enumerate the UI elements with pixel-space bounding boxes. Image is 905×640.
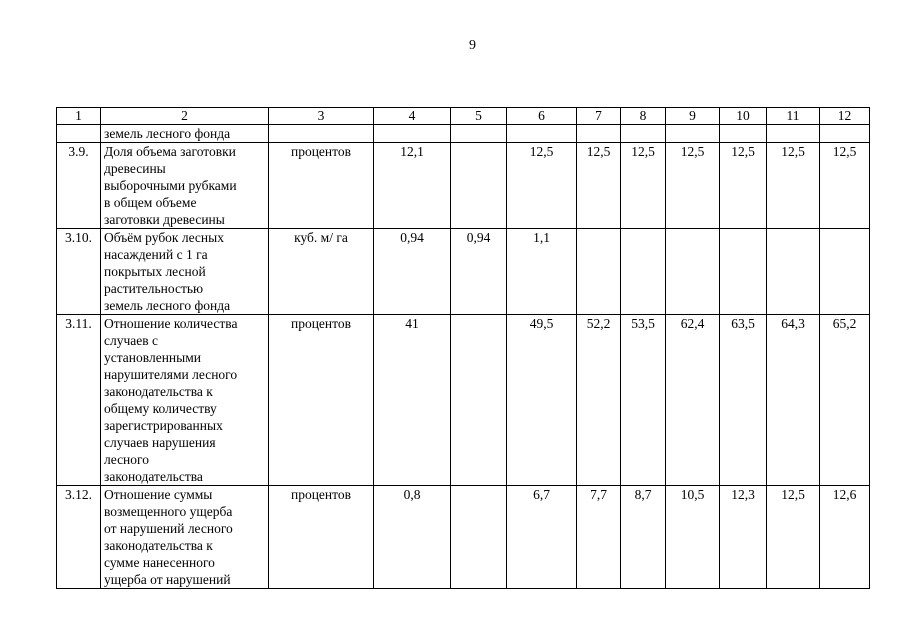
value-cell xyxy=(820,125,870,143)
value-cell xyxy=(621,229,666,315)
value-cell: 12,1 xyxy=(374,143,451,229)
description-line: выборочными рубками xyxy=(104,178,237,193)
column-header: 9 xyxy=(666,108,720,125)
column-header: 6 xyxy=(507,108,577,125)
column-header: 12 xyxy=(820,108,870,125)
row-number: 3.11. xyxy=(57,315,101,486)
unit-of-measure: куб. м/ га xyxy=(269,229,374,315)
description-line: общему количеству xyxy=(104,401,217,416)
value-cell xyxy=(767,125,820,143)
column-header: 11 xyxy=(767,108,820,125)
value-cell xyxy=(577,229,621,315)
column-header: 5 xyxy=(451,108,507,125)
description-line: лесного xyxy=(104,452,149,467)
description-line: возмещенного ущерба xyxy=(104,504,233,519)
description-line: случаев нарушения xyxy=(104,435,216,450)
description-line: случаев с xyxy=(104,333,158,348)
value-cell: 62,4 xyxy=(666,315,720,486)
value-cell: 0,94 xyxy=(451,229,507,315)
value-cell: 12,5 xyxy=(720,143,767,229)
value-cell: 0,94 xyxy=(374,229,451,315)
value-cell xyxy=(820,229,870,315)
indicator-description xyxy=(101,486,269,589)
value-cell: 10,5 xyxy=(666,486,720,589)
unit-of-measure: процентов xyxy=(269,315,374,486)
value-cell: 12,5 xyxy=(507,143,577,229)
value-cell xyxy=(666,229,720,315)
page-number: 9 xyxy=(469,38,476,53)
indicators-table xyxy=(56,107,870,589)
value-cell: 53,5 xyxy=(621,315,666,486)
column-header: 4 xyxy=(374,108,451,125)
indicator-description xyxy=(101,315,269,486)
description-line: земель лесного фонда xyxy=(104,298,231,313)
row-number: 3.12. xyxy=(57,486,101,589)
description-line: законодательства xyxy=(104,469,203,484)
value-cell: 52,2 xyxy=(577,315,621,486)
description-line: установленными xyxy=(104,350,201,365)
description-line: нарушителями лесного xyxy=(104,367,238,382)
description-line: Отношение количества xyxy=(104,316,238,331)
unit-of-measure: процентов xyxy=(269,143,374,229)
table-row xyxy=(57,315,870,486)
value-cell: 12,5 xyxy=(666,143,720,229)
description-line: ущерба от нарушений xyxy=(104,572,231,587)
description-line: законодательства к xyxy=(104,538,213,553)
unit-of-measure: процентов xyxy=(269,486,374,589)
value-cell xyxy=(720,125,767,143)
description-line: Доля объема заготовки xyxy=(104,144,236,159)
value-cell: 7,7 xyxy=(577,486,621,589)
value-cell: 63,5 xyxy=(720,315,767,486)
column-header: 10 xyxy=(720,108,767,125)
column-header: 3 xyxy=(269,108,374,125)
unit-of-measure xyxy=(269,125,374,143)
description-line: законодательства к xyxy=(104,384,213,399)
value-cell xyxy=(451,486,507,589)
description-line: растительностью xyxy=(104,281,204,296)
value-cell xyxy=(451,315,507,486)
value-cell xyxy=(621,125,666,143)
value-cell: 12,5 xyxy=(767,486,820,589)
column-header: 1 xyxy=(57,108,101,125)
value-cell xyxy=(451,143,507,229)
value-cell: 8,7 xyxy=(621,486,666,589)
row-number xyxy=(57,125,101,143)
row-number: 3.10. xyxy=(57,229,101,315)
value-cell: 49,5 xyxy=(507,315,577,486)
description-line: Отношение суммы xyxy=(104,487,213,502)
description-line: зарегистрированных xyxy=(104,418,223,433)
value-cell: 1,1 xyxy=(507,229,577,315)
column-header: 7 xyxy=(577,108,621,125)
description-line: заготовки древесины xyxy=(104,212,225,227)
value-cell: 12,5 xyxy=(621,143,666,229)
table-header-row xyxy=(57,108,870,125)
description-line: от нарушений лесного xyxy=(104,521,233,536)
value-cell xyxy=(507,125,577,143)
description-line: земель лесного фонда xyxy=(104,126,231,141)
description-line: Объём рубок лесных xyxy=(104,230,224,245)
value-cell: 0,8 xyxy=(374,486,451,589)
value-cell xyxy=(577,125,621,143)
value-cell: 65,2 xyxy=(820,315,870,486)
column-header: 2 xyxy=(101,108,269,125)
value-cell: 12,5 xyxy=(767,143,820,229)
value-cell: 41 xyxy=(374,315,451,486)
value-cell xyxy=(767,229,820,315)
value-cell: 12,5 xyxy=(577,143,621,229)
value-cell xyxy=(451,125,507,143)
value-cell: 12,5 xyxy=(820,143,870,229)
table-row xyxy=(57,229,870,315)
description-line: в общем объеме xyxy=(104,195,197,210)
description-line: сумме нанесенного xyxy=(104,555,215,570)
indicator-description xyxy=(101,125,269,143)
indicator-description xyxy=(101,229,269,315)
value-cell: 12,3 xyxy=(720,486,767,589)
table-row xyxy=(57,486,870,589)
description-line: насаждений с 1 га xyxy=(104,247,208,262)
description-line: покрытых лесной xyxy=(104,264,206,279)
value-cell xyxy=(720,229,767,315)
description-line: древесины xyxy=(104,161,166,176)
value-cell: 64,3 xyxy=(767,315,820,486)
table-row xyxy=(57,125,870,143)
column-header: 8 xyxy=(621,108,666,125)
row-number: 3.9. xyxy=(57,143,101,229)
value-cell: 12,6 xyxy=(820,486,870,589)
value-cell: 6,7 xyxy=(507,486,577,589)
indicator-description xyxy=(101,143,269,229)
value-cell xyxy=(374,125,451,143)
table-row xyxy=(57,143,870,229)
value-cell xyxy=(666,125,720,143)
